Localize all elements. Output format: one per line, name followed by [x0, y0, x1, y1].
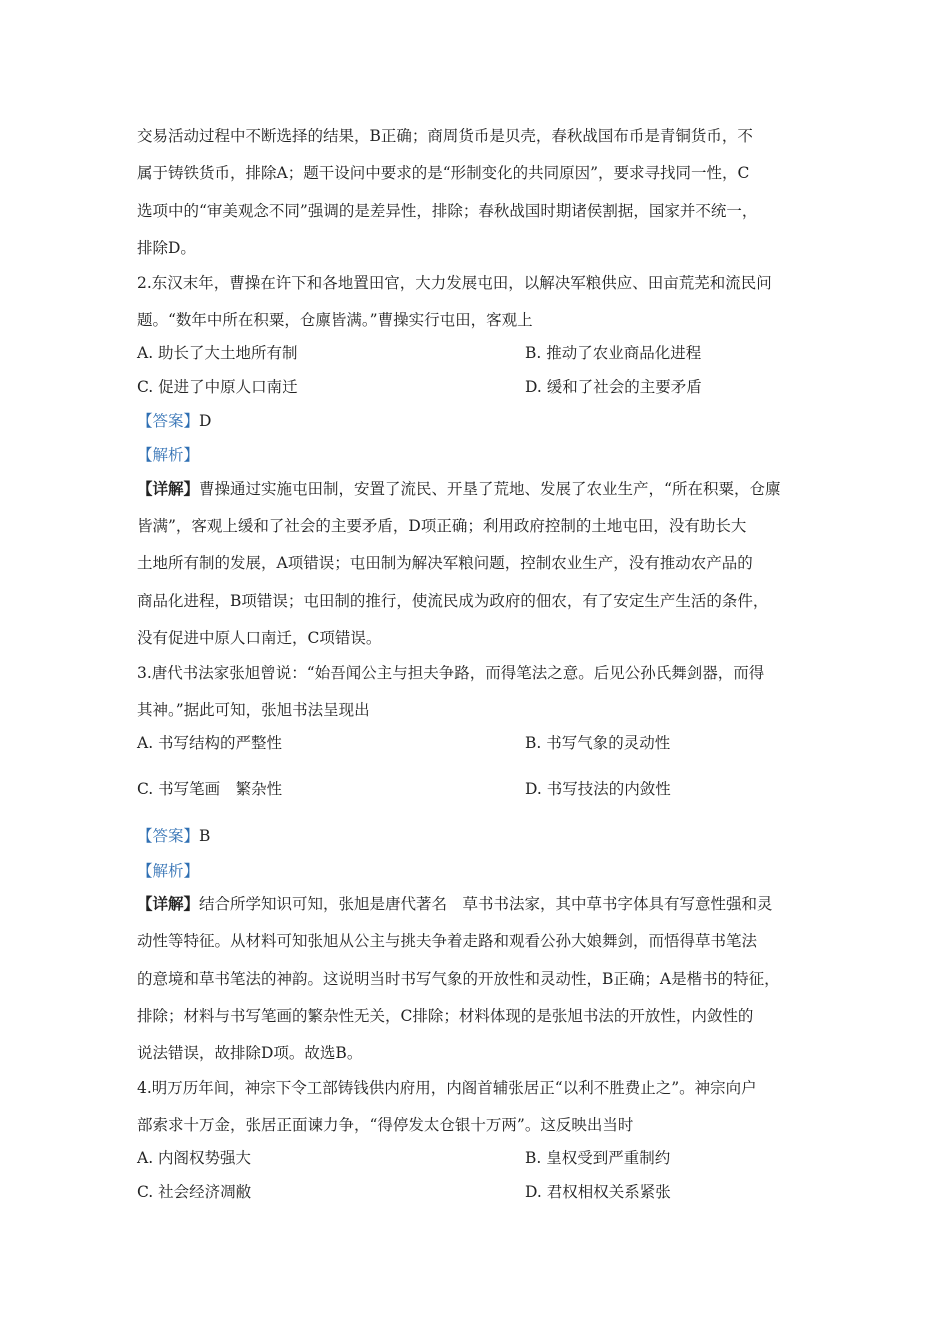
question-2-stem: 2.东汉末年，曹操在许下和各地置田官，大力发展屯田，以解决军粮供应、田亩荒芜和流民问	[137, 274, 772, 292]
question-2-option-c: C. 促进了中原人口南迁	[137, 378, 298, 396]
detail-tag: 【详解】	[137, 479, 200, 498]
intro-line: 交易活动过程中不断选择的结果，B正确；商周货币是贝壳，春秋战国布币是青铜货币，不	[137, 127, 753, 145]
question-3-detail-line: 排除；材料与书写笔画的繁杂性无关，C排除；材料体现的是张旭书法的开放性，内敛性的	[137, 1007, 754, 1025]
question-3-stem: 3.唐代书法家张旭曾说：“始吾闻公主与担夫争路，而得笔法之意。后见公孙氏舞剑器，而得	[137, 664, 765, 682]
question-3-option-a: A. 书写结构的严整性	[137, 734, 283, 752]
question-2-detail	[137, 478, 817, 500]
question-3-detail	[137, 893, 817, 915]
question-3-answer	[137, 825, 817, 847]
question-4-option-b: B. 皇权受到严重制约	[525, 1149, 671, 1167]
question-2-option-b: B. 推动了农业商品化进程	[525, 344, 702, 362]
intro-line: 排除D。	[137, 239, 196, 257]
question-2-option-a: A. 助长了大土地所有制	[137, 344, 298, 362]
question-4-option-d: D. 君权相权关系紧张	[525, 1183, 671, 1201]
question-2-stem: 题。“数年中所在积粟，仓廪皆满。”曹操实行屯田，客观上	[137, 311, 533, 329]
detail-text: 结合所学知识可知，张旭是唐代著名 草书书法家，其中草书字体具有写意性强和灵	[199, 895, 773, 913]
question-3-detail-line: 的意境和草书笔法的神韵。这说明当时书写气象的开放性和灵动性，B正确；A是楷书的特征，	[137, 970, 780, 988]
question-2-option-d: D. 缓和了社会的主要矛盾	[525, 378, 702, 396]
question-2-detail-line: 没有促进中原人口南迁，C项错误。	[137, 629, 382, 647]
intro-line: 选项中的“审美观念不同”强调的是差异性，排除；春秋战国时期诸侯割据，国家并不统一，	[137, 202, 758, 220]
question-3-stem: 其神。”据此可知，张旭书法呈现出	[137, 701, 370, 719]
question-2-answer	[137, 410, 817, 432]
answer-value: D	[199, 412, 212, 430]
question-4-stem: 部索求十万金，张居正面谏力争，“得停发太仓银十万两”。这反映出当时	[137, 1116, 634, 1134]
answer-value: B	[199, 827, 211, 845]
question-2-detail-line: 皆满”，客观上缓和了社会的主要矛盾，D项正确；利用政府控制的土地屯田，没有助长大	[137, 517, 747, 535]
question-4-option-a: A. 内阁权势强大	[137, 1149, 252, 1167]
question-2-analysis-tag: 【解析】	[137, 446, 200, 464]
answer-tag: 【答案】	[137, 412, 200, 430]
question-4-option-c: C. 社会经济凋敝	[137, 1183, 252, 1201]
intro-line: 属于铸铁货币，排除A；题干设问中要求的是“形制变化的共同原因”，要求寻找同一性，C	[137, 164, 750, 182]
question-3-detail-line: 说法错误，故排除D项。故选B。	[137, 1044, 363, 1062]
question-3-analysis-tag: 【解析】	[137, 862, 200, 880]
question-3-option-c: C. 书写笔画 繁杂性	[137, 780, 283, 798]
question-3-detail-line: 动性等特征。从材料可知张旭从公主与挑夫争着走路和观看公孙大娘舞剑，而悟得草书笔法	[137, 932, 758, 950]
question-3-option-d: D. 书写技法的内敛性	[525, 780, 671, 798]
question-2-detail-line: 商品化进程，B项错误；屯田制的推行，使流民成为政府的佃农，有了安定生产生活的条件，	[137, 592, 769, 610]
detail-text: 曹操通过实施屯田制，安置了流民、开垦了荒地、发展了农业生产，“所在积粟，仓廪	[199, 480, 781, 498]
answer-tag: 【答案】	[137, 827, 200, 845]
detail-tag: 【详解】	[137, 894, 200, 913]
question-3-option-b: B. 书写气象的灵动性	[525, 734, 671, 752]
question-2-detail-line: 土地所有制的发展，A项错误；屯田制为解决军粮问题，控制农业生产，没有推动农产品的	[137, 554, 753, 572]
question-4-stem: 4.明万历年间，神宗下令工部铸钱供内府用，内阁首辅张居正“以利不胜费止之”。神宗向户	[137, 1079, 757, 1097]
